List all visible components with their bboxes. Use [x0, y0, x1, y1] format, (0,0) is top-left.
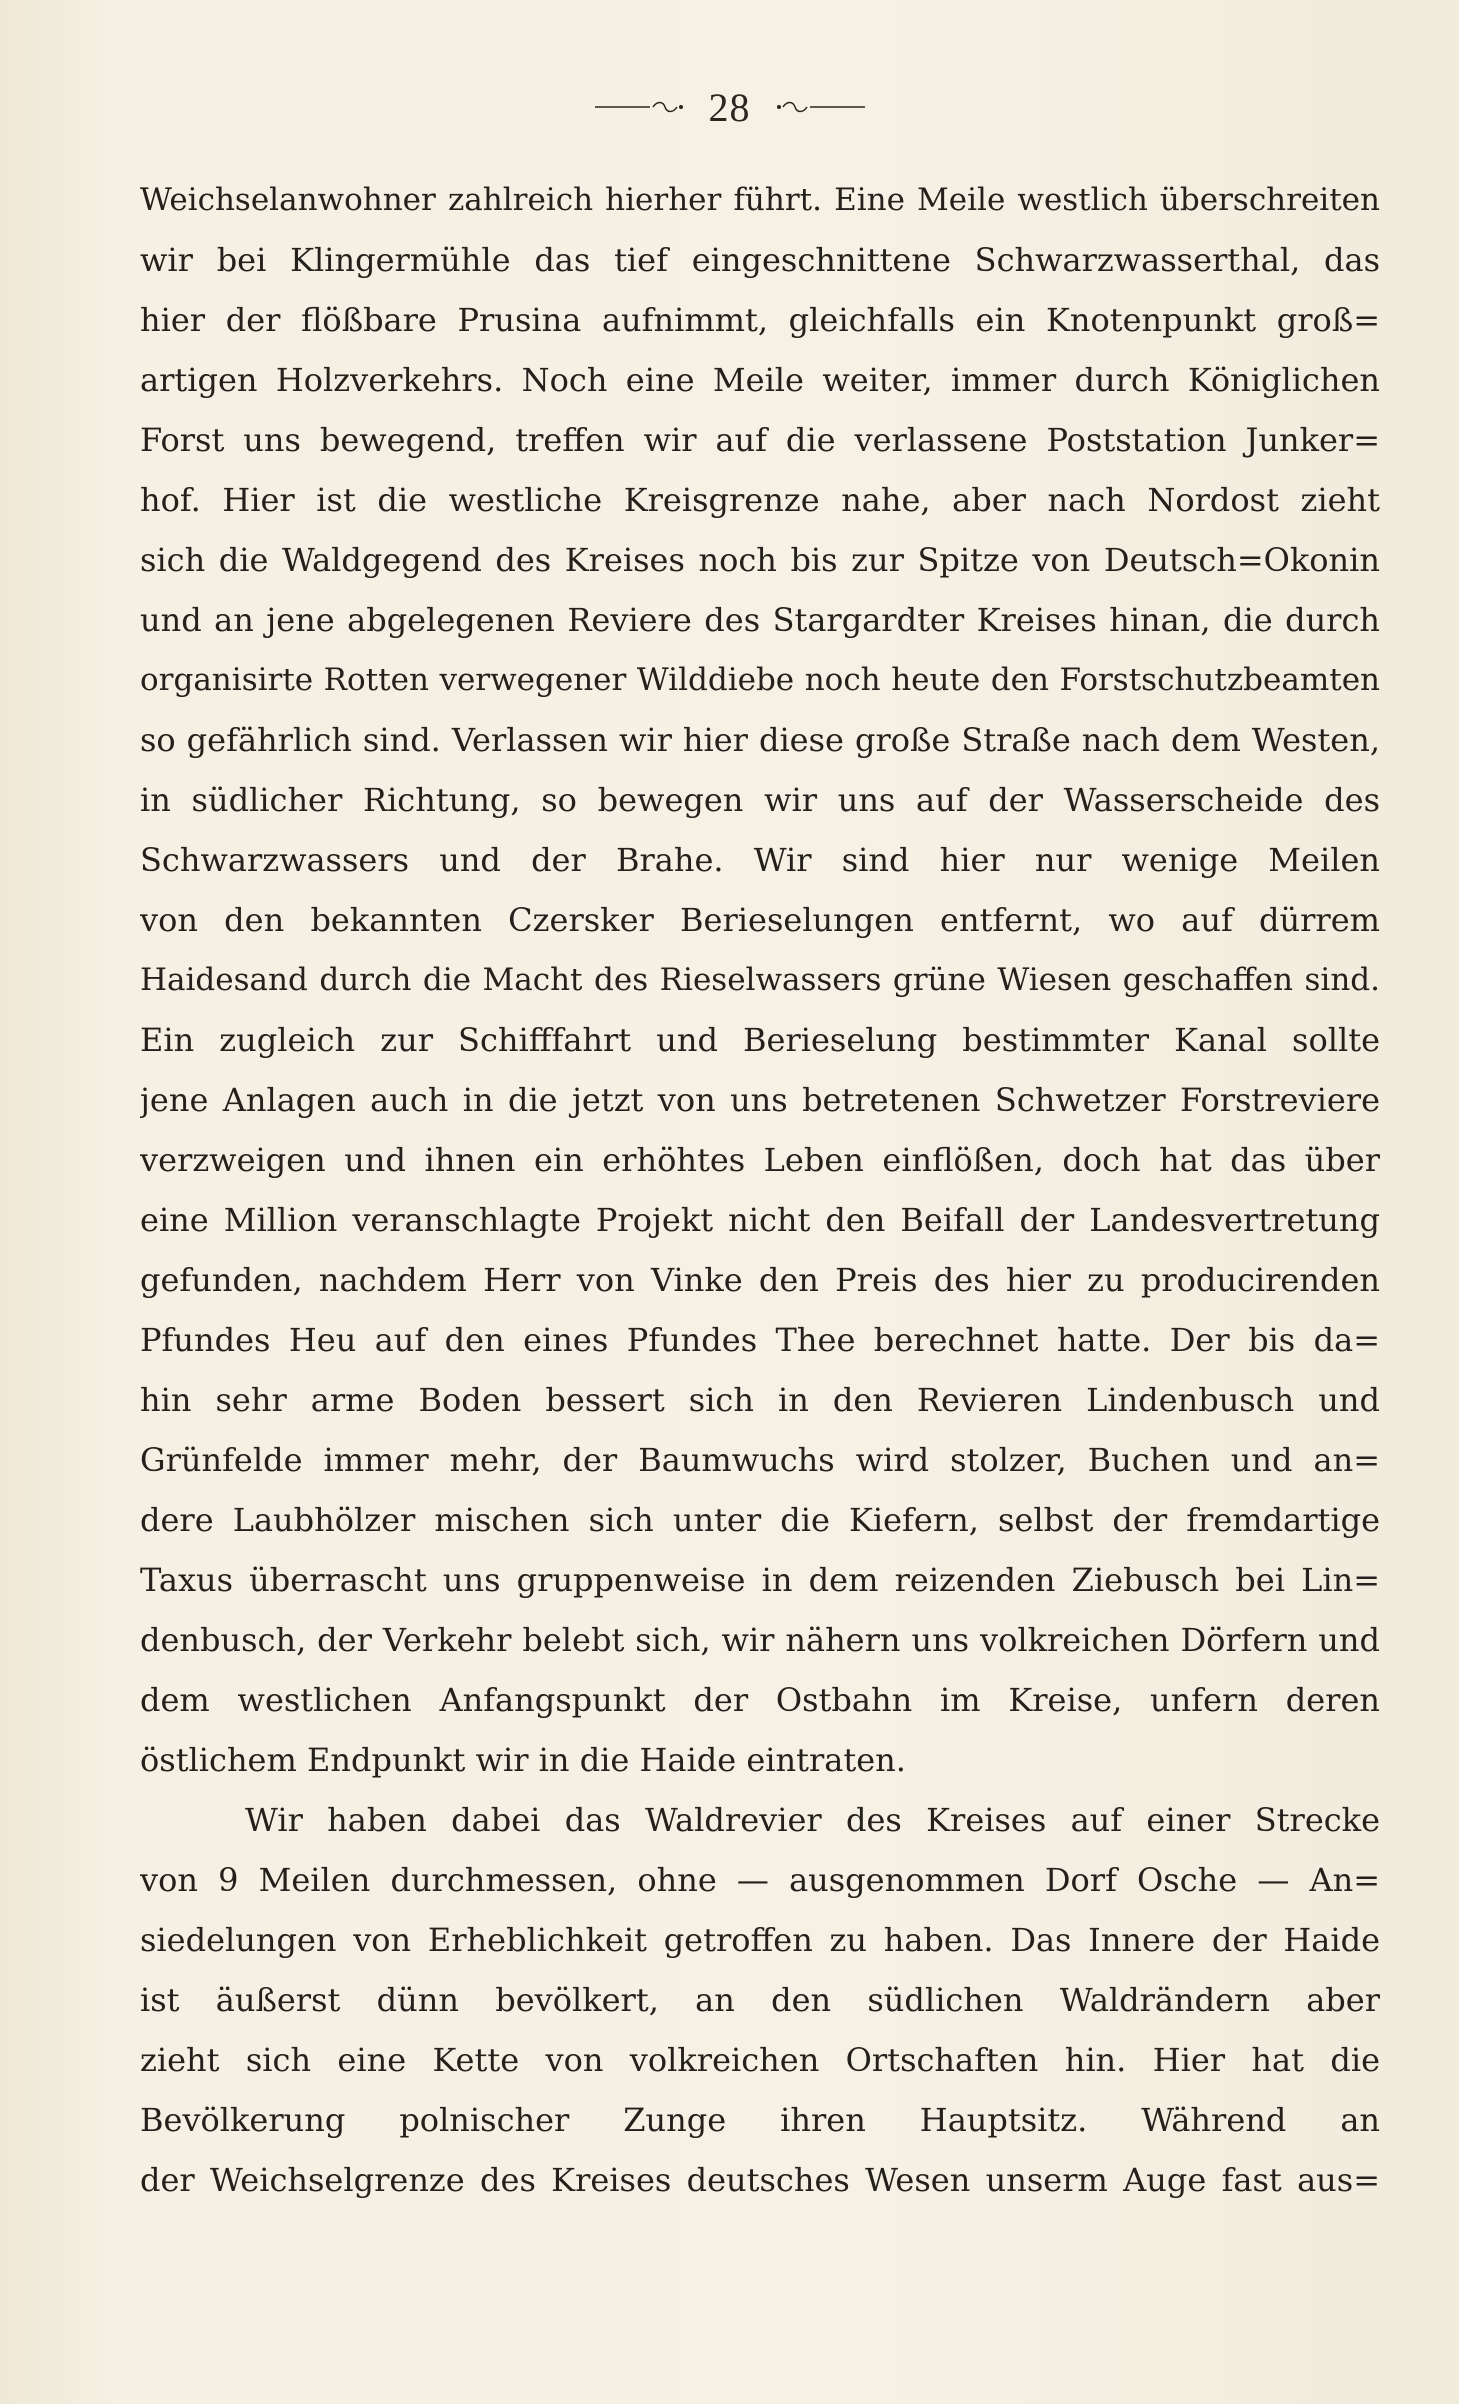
paragraph-1 — [140, 170, 1380, 1790]
text-line: Wir haben dabei das Waldrevier des Kreises auf einer Strecke — [245, 1801, 1380, 1839]
text-line: siedelungen von Erheblichkeit getroffen zu haben. Das Innere der Haide — [140, 1921, 1380, 1959]
body-text — [140, 170, 1380, 2210]
text-line: zieht sich eine Kette von volkreichen Ortschaften hin. Hier hat die — [140, 2041, 1380, 2079]
text-line: gefunden, nachdem Herr von Vinke den Preis des hier zu producirenden — [140, 1261, 1380, 1299]
text-line: von den bekannten Czersker Berieselungen entfernt, wo auf dürrem — [140, 901, 1380, 939]
text-line: dere Laubhölzer mischen sich unter die Kiefern, selbst der fremdartige — [140, 1501, 1380, 1539]
text-line: Pfundes Heu auf den eines Pfundes Thee berechnet hatte. Der bis da= — [140, 1321, 1380, 1359]
text-line: Schwarzwassers und der Brahe. Wir sind hier nur wenige Meilen — [140, 841, 1380, 879]
text-line: Haidesand durch die Macht des Rieselwassers grüne Wiesen geschaffen sind. — [140, 962, 1380, 998]
text-line: Grünfelde immer mehr, der Baumwuchs wird stolzer, Buchen und an= — [140, 1441, 1380, 1479]
text-line: hier der flößbare Prusina aufnimmt, gleichfalls ein Knotenpunkt groß= — [140, 301, 1380, 339]
text-line: wir bei Klingermühle das tief eingeschnittene Schwarzwasserthal, das — [140, 241, 1380, 279]
paragraph-2 — [140, 1790, 1380, 2210]
text-line: von 9 Meilen durchmessen, ohne — ausgenommen Dorf Osche — An= — [140, 1861, 1380, 1899]
page-header — [0, 82, 1459, 132]
text-line: Forst uns bewegend, treffen wir auf die verlassene Poststation Junker= — [140, 421, 1380, 459]
text-line: verzweigen und ihnen ein erhöhtes Leben einflößen, doch hat das über — [140, 1141, 1380, 1179]
text-line: Bevölkerung polnischer Zunge ihren Hauptsitz. Während an — [140, 2101, 1380, 2139]
left-ornament-icon — [595, 97, 685, 117]
text-line: eine Million veranschlagte Projekt nicht den Beifall der Landesvertretung — [140, 1201, 1380, 1239]
text-line: östlichem Endpunkt wir in die Haide eintraten. — [140, 1741, 906, 1779]
text-line: in südlicher Richtung, so bewegen wir uns auf der Wasserscheide des — [140, 781, 1380, 819]
right-ornament-icon — [775, 97, 865, 117]
text-line: Ein zugleich zur Schifffahrt und Berieselung bestimmter Kanal sollte — [140, 1021, 1380, 1059]
text-line: Weichselanwohner zahlreich hierher führt. Eine Meile westlich überschreiten — [140, 182, 1380, 218]
text-line: ist äußerst dünn bevölkert, an den südlichen Waldrändern aber — [140, 1981, 1380, 2019]
text-line: hin sehr arme Boden bessert sich in den Revieren Lindenbusch und — [140, 1381, 1380, 1419]
text-line: dem westlichen Anfangspunkt der Ostbahn im Kreise, unfern deren — [140, 1681, 1380, 1719]
text-line: denbusch, der Verkehr belebt sich, wir nähern uns volkreichen Dörfern und — [140, 1621, 1380, 1659]
text-line: hof. Hier ist die westliche Kreisgrenze nahe, aber nach Nordost zieht — [140, 481, 1380, 519]
text-line: Taxus überrascht uns gruppenweise in dem reizenden Ziebusch bei Lin= — [140, 1561, 1380, 1599]
text-line: organisirte Rotten verwegener Wilddiebe noch heute den Forstschutzbeamten — [140, 662, 1380, 698]
text-line: jene Anlagen auch in die jetzt von uns betretenen Schwetzer Forstreviere — [140, 1081, 1380, 1119]
text-line: der Weichselgrenze des Kreises deutsches Wesen unserm Auge fast aus= — [140, 2161, 1380, 2199]
text-line: und an jene abgelegenen Reviere des Stargardter Kreises hinan, die durch — [140, 601, 1380, 639]
text-line: so gefährlich sind. Verlassen wir hier diese große Straße nach dem Westen, — [140, 721, 1380, 759]
text-line: sich die Waldgegend des Kreises noch bis zur Spitze von Deutsch=Okonin — [140, 541, 1380, 579]
page-number: 28 — [708, 84, 751, 130]
text-line: artigen Holzverkehrs. Noch eine Meile weiter, immer durch Königlichen — [140, 361, 1380, 399]
